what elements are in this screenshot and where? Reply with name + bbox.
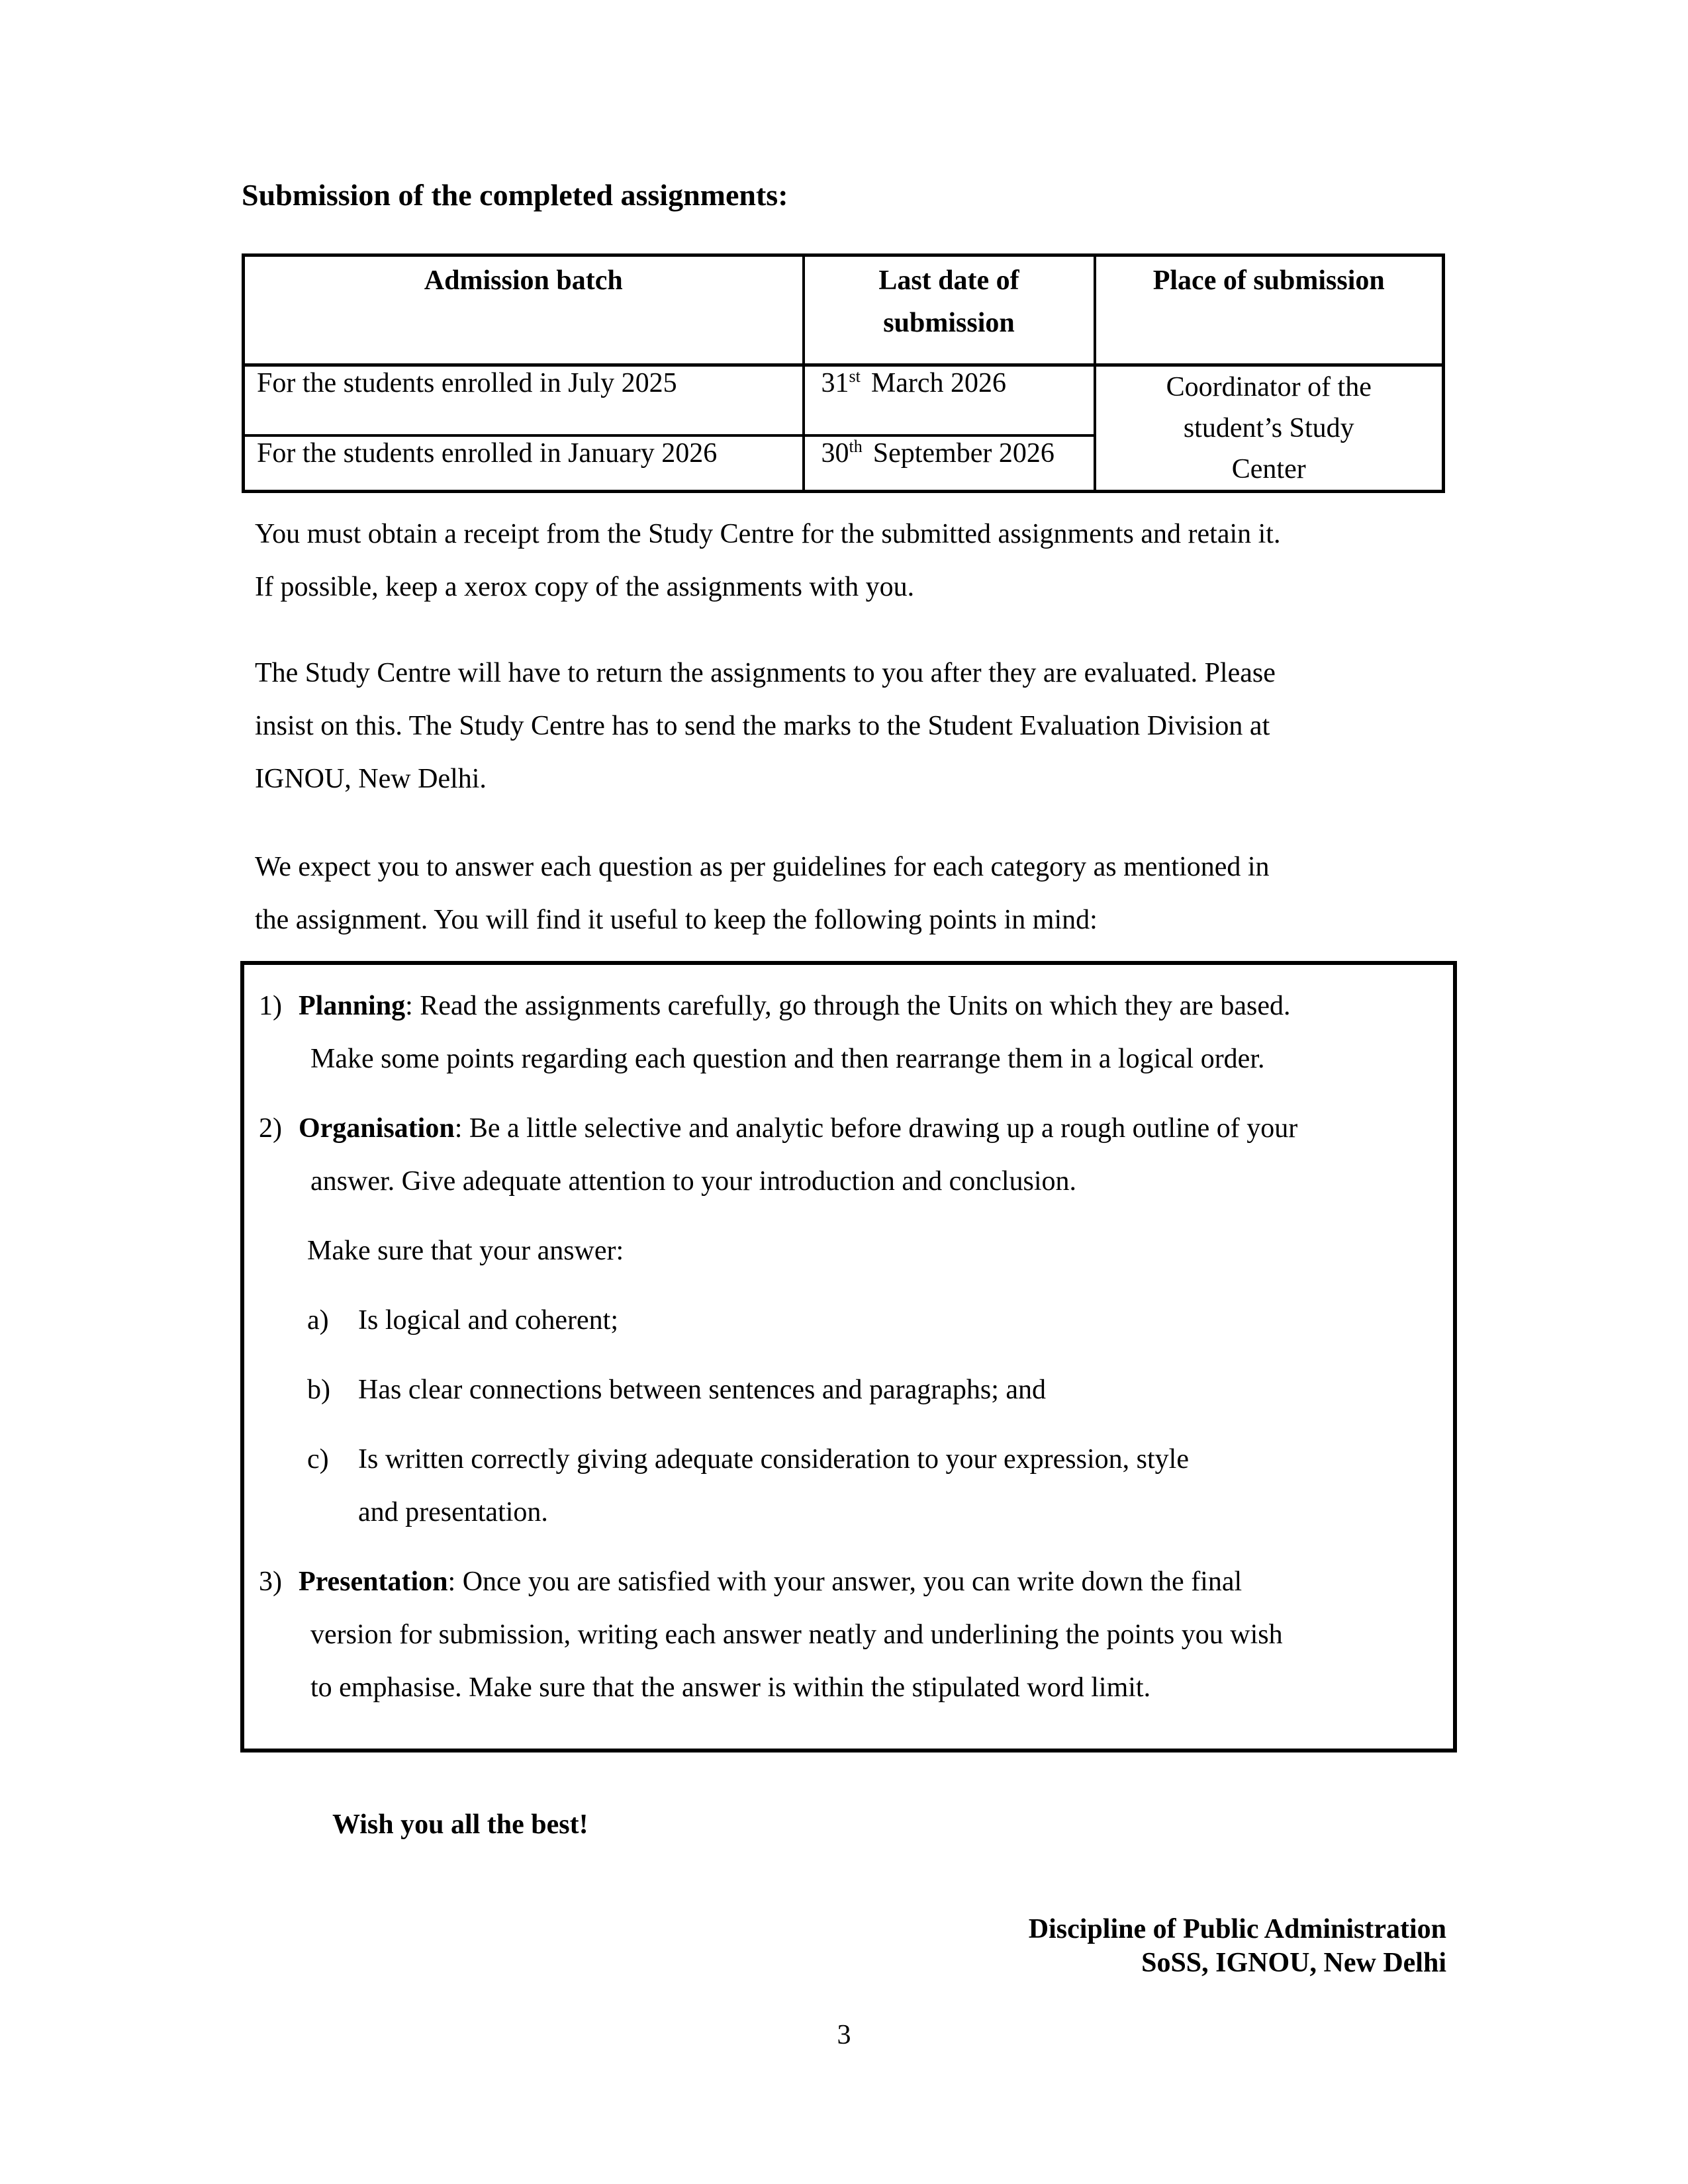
item-text: Is written correctly giving adequate consideration to your expression, style (358, 1444, 1189, 1475)
item-text: Make some points regarding each question and then rearrange them in a logical order. (310, 1044, 1265, 1074)
item-label: Planning (299, 991, 406, 1021)
column-header-last-date: Last date of submission (804, 255, 1095, 365)
column-header-admission-batch: Admission batch (244, 255, 804, 365)
item-text: answer. Give adequate attention to your introduction and conclusion. (310, 1166, 1077, 1197)
table-header-row (244, 255, 1444, 365)
item-label: Organisation (299, 1113, 455, 1144)
signature-line: SoSS, IGNOU, New Delhi (1141, 1948, 1446, 1978)
cell-batch-january: For the students enrolled in January 2026 (244, 435, 804, 492)
sublist-item-a (244, 1294, 1453, 1347)
guidelines-box (240, 961, 1457, 1752)
item-text: and presentation. (358, 1497, 548, 1527)
date-monthyear: September 2026 (872, 438, 1055, 469)
table-row (244, 365, 1444, 436)
page-title: Submission of the completed assignments: (242, 178, 788, 212)
paragraph-line: the assignment. You will find it useful to keep the following points in mind: (255, 905, 1098, 935)
list-number: 2) (259, 1113, 282, 1144)
paragraph-guidelines (255, 841, 1453, 946)
list-number: 3) (259, 1567, 282, 1597)
date-day: 30 (821, 438, 849, 469)
submission-table (242, 253, 1445, 493)
item-label: Presentation (299, 1567, 448, 1597)
list-number: 1) (259, 991, 282, 1021)
item-text: : Be a little selective and analytic before drawing up a rough outline of your (454, 1113, 1298, 1144)
item-text: Has clear connections between sentences and paragraphs; and (358, 1375, 1047, 1405)
paragraph-line: The Study Centre will have to return the assignments to you after they are evaluated. Please (255, 658, 1276, 688)
paragraph-receipt (255, 508, 1453, 614)
sublist-item-b (244, 1363, 1453, 1416)
cell-date-september (804, 435, 1095, 492)
paragraph-return (255, 647, 1453, 805)
cell-date-march (804, 365, 1095, 436)
item-text: : Once you are satisfied with your answer, you can write down the final (447, 1567, 1243, 1597)
list-item-presentation (244, 1555, 1453, 1714)
item-text: to emphasise. Make sure that the answer is within the stipulated word limit. (310, 1672, 1151, 1703)
item-text: Is logical and coherent; (358, 1305, 619, 1336)
list-item-planning (244, 979, 1453, 1085)
sublist-item-c (244, 1433, 1453, 1539)
page-number: 3 (837, 2020, 851, 2050)
list-letter: b) (307, 1375, 330, 1405)
date-ordinal: st (849, 367, 861, 386)
make-sure-line: Make sure that your answer: (307, 1236, 624, 1266)
paragraph-line: insist on this. The Study Centre has to send the marks to the Student Evaluation Division at (255, 711, 1270, 741)
item-text: : Read the assignments carefully, go through the Units on which they are based. (405, 991, 1291, 1021)
column-header-place: Place of submission (1095, 255, 1444, 365)
signature-block (1029, 1913, 1446, 1980)
list-letter: a) (307, 1305, 329, 1336)
date-day: 31 (821, 368, 849, 398)
paragraph-line: IGNOU, New Delhi. (255, 764, 487, 794)
paragraph-line: We expect you to answer each question as per guidelines for each category as mentioned in (255, 852, 1270, 882)
paragraph-line: If possible, keep a xerox copy of the assignments with you. (255, 572, 915, 602)
closing-line: Wish you all the best! (332, 1809, 588, 1840)
cell-place-of-submission: Coordinator of the student’s Study Center (1095, 365, 1444, 492)
list-letter: c) (307, 1444, 329, 1475)
date-monthyear: March 2026 (870, 368, 1006, 398)
cell-batch-july: For the students enrolled in July 2025 (244, 365, 804, 436)
item-text: version for submission, writing each answer neatly and underlining the points you wish (310, 1619, 1283, 1650)
signature-line: Discipline of Public Administration (1028, 1914, 1446, 1944)
date-ordinal: th (849, 437, 863, 456)
list-item-organisation (244, 1102, 1453, 1208)
paragraph-line: You must obtain a receipt from the Study Centre for the submitted assignments and retain it. (255, 519, 1281, 549)
